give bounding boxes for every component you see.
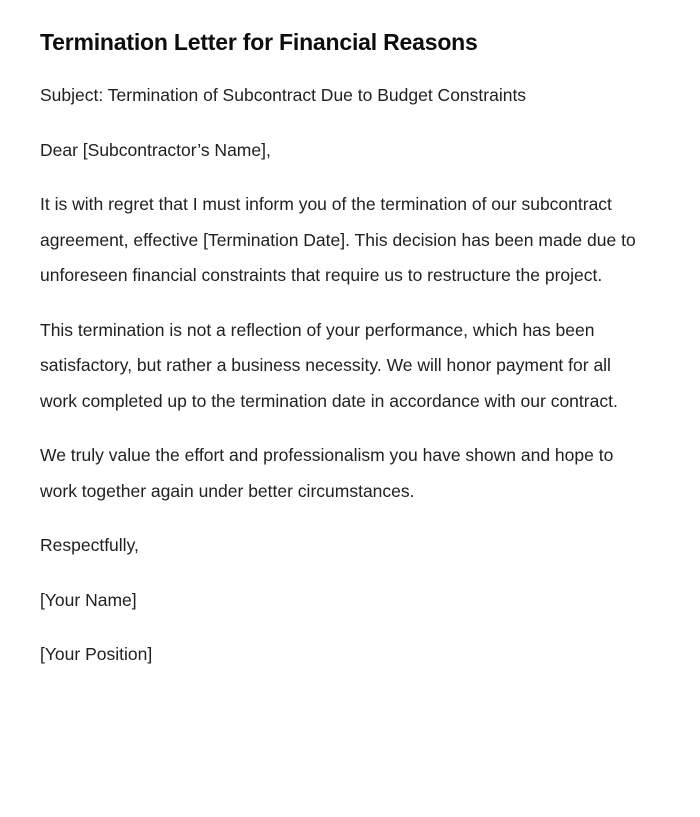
signature-name: [Your Name] [40, 589, 137, 610]
salutation: Dear [Subcontractor’s Name], [40, 139, 271, 160]
subject-line: Subject: Termination of Subcontract Due to Budget Constraints [40, 85, 527, 105]
body-paragraph-3: We truly value the effort and professionalism you have shown and hope to work together again under better circumstances. [40, 445, 614, 501]
body-paragraph-1: It is with regret that I must inform you of the termination of our subcontract agreement, effective [Termination Date]. This decision has been made due to unforeseen financial constraints that require us to restructure the project. [40, 194, 636, 285]
signature-position: [Your Position] [40, 644, 153, 664]
closing: Respectfully, [40, 535, 139, 555]
body-paragraph-2: This termination is not a reflection of your performance, which has been satisfactory, but rather a business necessity. We will honor payment for all work completed up to the termination date in accordance with our contract. [40, 319, 618, 411]
page-title: Termination Letter for Financial Reasons [40, 29, 478, 55]
